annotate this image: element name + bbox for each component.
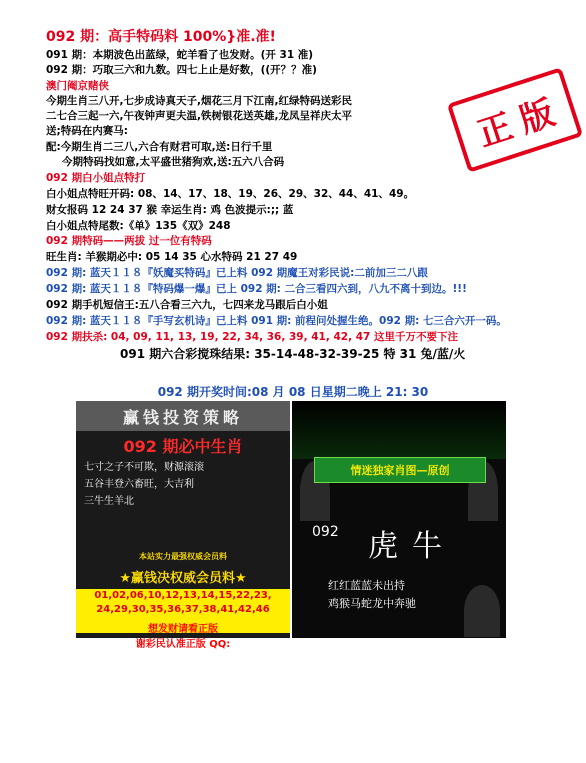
macau-line-4: 配:今期生肖二三八,六合有财君可取,送:日行千里 [46, 141, 273, 153]
xiaojie-line-3: 白小姐点特尾数:《单》135《双》248 [46, 220, 231, 232]
strategy-numbers-2: 24,29,30,35,36,37,38,41,42,46 [96, 604, 270, 615]
opening-time: 092 期开奖时间:08 月 08 日星期二晚上 21: 30 [157, 385, 429, 399]
strategy-mid-text: 本站实力最强权威会员料 [139, 552, 227, 561]
lantian-line-4: 092 期: 蓝天１１８『手写玄机诗』已上料 091 期: 前程问处握生绝。092 期: 七三合六开一码。 [46, 315, 507, 327]
text-line-091: 091 期：本期波色出蓝绿，蛇羊看了也发财。(开 31 准) [46, 49, 314, 61]
strategy-body-3: 三牛生羊北 [84, 496, 134, 507]
text-line-092: 092 期：巧取三六和九数。四七上止是好数，((开？？准) [46, 64, 317, 76]
strategy-subheading: 092 期必中生肖 [123, 436, 243, 456]
lantian-line-3: 092 期手机短信王:五八合看三六九，七四来龙马跟后白小姐 [46, 299, 328, 311]
zodiac-verse-2: 鸡猴马蛇龙中奔驰 [328, 597, 416, 610]
macau-line-5: 今期特码找如意,太平盛世猪狗欢,送:五六八合码 [62, 156, 285, 168]
authentic-stamp [447, 67, 583, 173]
strategy-numbers-1: 01,02,06,10,12,13,14,15,22,23, [94, 590, 272, 601]
lantian-line-5: 092 期扶杀: 04, 09, 11, 13, 19, 22, 34, 36, 39, 41, 42, 47 这里千万不要下注 [46, 331, 459, 343]
xiaojie-section-title: 092 期白小姐点特打 [46, 172, 146, 184]
zodiac-verse-1: 红红蓝蓝未出持 [328, 579, 405, 592]
zodiac-issue: 092 [312, 524, 339, 540]
macau-line-2: 二七合三起一六,午夜钟声更夫温,铁树银花送英雄,龙凤呈祥庆太平 [46, 110, 352, 122]
macau-line-3: 送;特码在内赛马: [46, 125, 128, 137]
page-title: 092 期：高手特码料 100%}准.准! [46, 29, 276, 45]
stamp-char-2: 版 [514, 92, 560, 141]
strategy-band: ★赢钱决权威会员料★ [119, 570, 247, 586]
zodiac-tab: 情迷独家肖图—原创 [314, 457, 486, 483]
xiaojie-line-2: 财女报码 12 24 37 猴 幸运生肖: 鸡 色波提示:;; 蓝 [46, 204, 294, 216]
strategy-body-1: 七寸之子不可欺，财源滚滚 [84, 462, 204, 473]
strategy-footer-2: 谢彩民认准正版 QQ: [135, 639, 231, 650]
strategy-footer-1: 想发财请看正版 [148, 624, 218, 635]
special-line-1: 旺生肖: 羊猴期必中: 05 14 35 心水特码 21 27 49 [46, 251, 298, 263]
strategy-body-2: 五谷丰登六畜旺，大吉利 [84, 479, 194, 490]
lantian-line-2: 092 期: 蓝天１１８『特码爆一爆』已上 092 期: 二合三看四六到，八九不离十到边。!!! [46, 283, 467, 295]
strategy-body [84, 459, 282, 529]
leaves-decoration [292, 401, 506, 459]
strategy-footer [76, 620, 290, 650]
zodiac-animals: 虎牛 [368, 529, 456, 564]
zodiac-verse [328, 577, 498, 613]
stamp-char-1: 正 [472, 105, 518, 155]
zodiac-image [292, 401, 506, 638]
strategy-image [76, 401, 290, 650]
strategy-heading: 赢钱投资策略 [76, 401, 290, 431]
special-section-title: 092 期特码——两拔 过一位有特码 [46, 235, 212, 247]
macau-line-1: 今期生肖三八开,七步成诗真天子,烟花三月下江南,红绿特码送彩民 [46, 95, 352, 107]
lantian-line-1: 092 期: 蓝天１１８『妖魔买特码』已上料 092 期魔王对彩民说:二前加三二八跟 [46, 267, 428, 279]
result-line: 091 期六合彩搅珠结果: 35-14-48-32-39-25 特 31 兔/蓝/火 [120, 347, 466, 361]
xiaojie-line-1: 白小姐点特旺开码: 08、14、17、18、19、26、29、32、44、41、49。 [46, 188, 415, 200]
macau-section-title: 澳门阉京赌侠 [46, 80, 109, 92]
